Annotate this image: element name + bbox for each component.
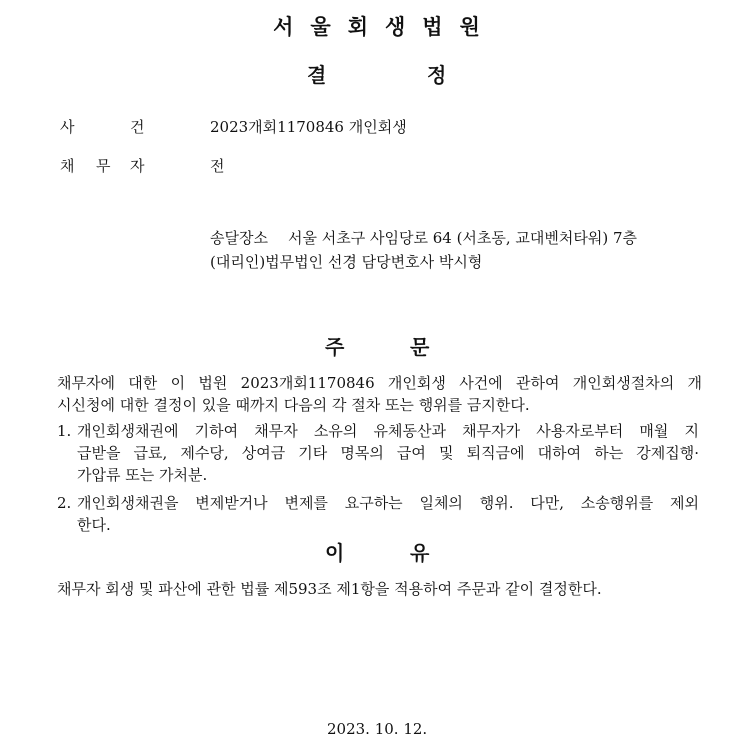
- order-item-2: [57, 492, 702, 540]
- order-item-2-number: 2.: [57, 494, 72, 512]
- order-item-1-line-2: 급받을 급료, 제수당, 상여금 기타 명목의 급여 및 퇴직금에 대하여 하는 강제집행·: [77, 444, 699, 462]
- service-address: 서울 서초구 사임당로 64 (서초동, 교대벤처타워) 7층: [288, 229, 638, 247]
- order-intro-line-1: 채무자에 대한 이 법원 2023개회1170846 개인회생 사건에 관하여 개인회생절차의 개: [57, 374, 702, 392]
- doc-type-left: 결: [307, 63, 327, 87]
- order-item-1-number: 1.: [57, 422, 72, 440]
- case-number: 2023개회1170846 개인회생: [210, 118, 407, 136]
- order-intro-line-2: 시신청에 대한 결정이 있을 때까지 다음의 각 절차 또는 행위를 금지한다.: [57, 396, 530, 414]
- order-heading-right: 문: [410, 335, 430, 359]
- debtor-label-char-3: 자: [130, 157, 145, 175]
- order-item-1-line-1: 개인회생채권에 기하여 채무자 소유의 유체동산과 채무자가 사용자로부터 매월 지: [77, 422, 699, 440]
- reason-text: 채무자 회생 및 파산에 관한 법률 제593조 제1항을 적용하여 주문과 같이 결정한다.: [57, 580, 602, 598]
- order-item-2-line-2: 한다.: [77, 516, 111, 534]
- debtor-label-char-1: 채: [60, 157, 75, 175]
- order-item-1: [57, 420, 702, 490]
- doc-type-right: 정: [427, 63, 447, 87]
- case-label-char-2: 건: [130, 118, 145, 136]
- legal-agent: (대리인)법무법인 선경 담당변호사 박시형: [210, 253, 483, 271]
- order-intro: [57, 372, 702, 416]
- order-item-1-line-3: 가압류 또는 가처분.: [77, 466, 208, 484]
- debtor-name: 전: [210, 157, 225, 175]
- court-name: 서울회생법원: [273, 15, 497, 39]
- case-label-char-1: 사: [60, 118, 75, 136]
- debtor-label-char-2: 무: [96, 157, 111, 175]
- order-heading-left: 주: [325, 335, 345, 359]
- decision-date: 2023. 10. 12.: [327, 720, 428, 738]
- order-item-2-line-1: 개인회생채권을 변제받거나 변제를 요구하는 일체의 행위. 다만, 소송행위를 제외: [77, 494, 699, 512]
- reason-heading-right: 유: [410, 541, 430, 565]
- service-address-label: 송달장소: [210, 229, 268, 247]
- reason-heading-left: 이: [325, 541, 345, 565]
